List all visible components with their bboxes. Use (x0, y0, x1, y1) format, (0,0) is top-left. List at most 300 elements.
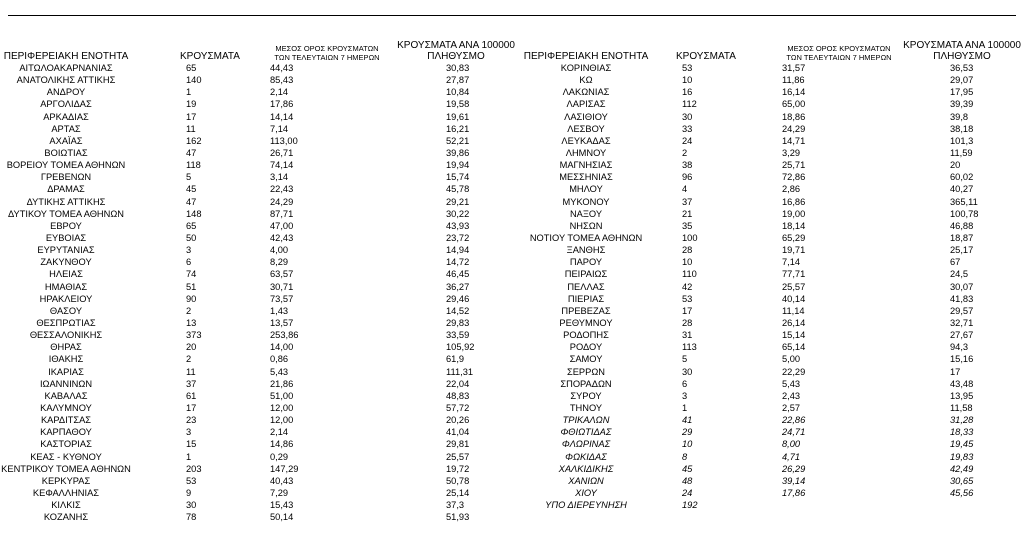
cell-rate: 36,53 (950, 63, 974, 73)
table-row (0, 390, 520, 402)
cell-region: ΣΕΡΡΩΝ (566, 366, 605, 377)
cell-rate: 38,18 (950, 123, 974, 134)
cell-cases: 140 (186, 75, 202, 86)
cell-cases: 9 (186, 487, 192, 498)
cell-avg: 11,14 (782, 305, 805, 316)
cell-avg: 73,57 (270, 293, 294, 304)
table-row (0, 487, 520, 499)
cell-region: ΘΑΣΟΥ (49, 305, 83, 316)
cell-region: ΒΟΡΕΙΟΥ ΤΟΜΕΑ ΑΘΗΝΩΝ (6, 160, 126, 171)
cell-avg: 17,86 (782, 487, 806, 498)
cell-region: ΛΕΥΚΑΔΑΣ (561, 135, 611, 146)
cell-avg: 77,71 (782, 269, 806, 280)
cell-avg: 8,00 (782, 439, 801, 450)
table-row (520, 147, 1020, 159)
cell-rate: 39,39 (950, 99, 974, 110)
cell-region: ΛΑΚΩΝΙΑΣ (562, 87, 610, 98)
cell-rate: 19,58 (446, 99, 470, 110)
cell-avg: 24,29 (270, 196, 294, 207)
cell-region: ΕΥΡΥΤΑΝΙΑΣ (37, 245, 95, 256)
cell-region: ΤΡΙΚΑΛΩΝ (562, 415, 610, 426)
cell-region: ΡΕΘΥΜΝΟΥ (559, 317, 613, 328)
cell-cases: 35 (682, 220, 693, 231)
table-row (520, 62, 1020, 74)
header-rate: ΚΡΟΥΣΜΑΤΑ ΑΝΑ 100000 ΠΛΗΘΥΣΜΟ (397, 40, 515, 62)
cell-cases: 5 (682, 354, 688, 365)
cell-cases: 2 (682, 147, 688, 158)
cell-cases: 110 (682, 269, 697, 280)
cell-rate: 20,26 (446, 415, 470, 426)
table-row (0, 74, 520, 86)
cell-rate: 25,14 (446, 487, 470, 498)
cell-cases: 29 (682, 427, 693, 438)
cell-region: ΘΕΣΣΑΛΟΝΙΚΗΣ (29, 330, 103, 341)
cell-region: ΓΡΕΒΕΝΩΝ (40, 172, 92, 183)
cell-rate: 29,07 (950, 75, 974, 86)
cell-region: ΚΑΣΤΟΡΙΑΣ (40, 439, 92, 450)
cell-region: ΞΑΝΘΗΣ (566, 245, 606, 256)
cell-region: ΠΡΕΒΕΖΑΣ (561, 305, 611, 316)
cell-region: ΦΩΚΙΔΑΣ (565, 451, 607, 462)
cell-region: ΘΕΣΠΡΩΤΙΑΣ (36, 317, 96, 328)
cell-avg: 47,00 (270, 220, 294, 231)
header-rate: ΚΡΟΥΣΜΑΤΑ ΑΝΑ 100000 ΠΛΗΘΥΣΜΟ (903, 40, 1021, 62)
table-row (520, 159, 1020, 171)
cell-cases: 37 (682, 196, 693, 207)
cell-region: ΚΑΛΥΜΝΟΥ (40, 402, 92, 413)
cell-region: ΖΑΚΥΝΘΟΥ (40, 257, 92, 268)
cell-rate: 29,83 (446, 317, 470, 328)
table-row (520, 256, 1020, 268)
left-table (0, 40, 520, 523)
table-row (520, 123, 1020, 135)
cell-avg: 8,29 (270, 257, 289, 268)
table-row (0, 463, 520, 475)
cell-region: ΙΚΑΡΙΑΣ (48, 366, 84, 377)
cell-avg: 14,86 (270, 439, 294, 450)
cell-avg: 50,14 (270, 512, 294, 523)
cell-rate: 33,59 (446, 330, 470, 341)
cell-rate: 101,3 (950, 135, 974, 146)
cell-region: ΡΟΔΟΥ (569, 342, 603, 353)
table-row (520, 305, 1020, 317)
cell-region: ΠΙΕΡΙΑΣ (567, 293, 605, 304)
right-table (520, 40, 1020, 511)
cell-avg: 0,86 (270, 354, 289, 365)
cell-rate: 48,83 (446, 390, 470, 401)
cell-avg: 0,29 (270, 451, 289, 462)
cell-region: ΦΛΩΡΙΝΑΣ (561, 439, 611, 450)
table-row (520, 281, 1020, 293)
cell-rate: 11,58 (950, 402, 973, 413)
cell-rate: 29,81 (446, 439, 470, 450)
cell-avg: 31,57 (782, 63, 806, 73)
cell-avg: 14,00 (270, 342, 294, 353)
left-rows (0, 62, 520, 523)
table-row (0, 341, 520, 353)
cell-cases: 3 (186, 427, 192, 438)
cell-cases: 24 (682, 487, 693, 498)
cell-cases: 2 (186, 305, 192, 316)
cell-rate: 17 (950, 366, 961, 377)
cell-cases: 47 (186, 147, 197, 158)
cell-cases: 78 (186, 512, 197, 523)
table-row (0, 256, 520, 268)
cell-cases: 1 (186, 451, 192, 462)
cell-rate: 19,72 (446, 463, 470, 474)
cell-rate: 19,94 (446, 160, 470, 171)
cell-cases: 8 (682, 451, 688, 462)
cell-region: ΡΟΔΟΠΗΣ (563, 330, 609, 341)
cell-cases: 192 (682, 500, 698, 511)
cell-cases: 3 (186, 245, 192, 256)
cell-avg: 72,86 (782, 172, 806, 183)
cell-avg: 39,14 (782, 475, 806, 486)
cell-avg: 25,71 (782, 160, 806, 171)
cell-avg: 16,14 (782, 87, 806, 98)
table-row (520, 183, 1020, 195)
cell-rate: 11,59 (950, 147, 973, 158)
table-row (0, 511, 520, 523)
cell-avg: 16,86 (782, 196, 806, 207)
table-row (0, 317, 520, 329)
table-row (0, 281, 520, 293)
cell-region: ΧΑΛΚΙΔΙΚΗΣ (558, 463, 614, 474)
table-row (0, 98, 520, 110)
cell-avg: 3,14 (270, 172, 289, 183)
table-row (520, 353, 1020, 365)
cell-region: ΧΙΟΥ (575, 487, 597, 498)
table-row (520, 196, 1020, 208)
cell-rate: 17,95 (950, 87, 974, 98)
cell-cases: 41 (682, 415, 693, 426)
cell-cases: 30 (682, 111, 693, 122)
table-row (520, 402, 1020, 414)
table-row (520, 171, 1020, 183)
cell-region: ΜΕΣΣΗΝΙΑΣ (559, 172, 613, 183)
cell-rate: 30,83 (446, 63, 470, 73)
cell-avg: 21,86 (270, 378, 294, 389)
cell-avg: 4,00 (270, 245, 289, 256)
cell-region: ΑΝΑΤΟΛΙΚΗΣ ΑΤΤΙΚΗΣ (16, 75, 116, 86)
cell-rate: 29,21 (446, 196, 470, 207)
table-row (520, 268, 1020, 280)
cell-avg: 7,29 (270, 487, 289, 498)
cell-cases: 17 (186, 111, 197, 122)
cell-cases: 1 (682, 402, 688, 413)
cell-cases: 112 (682, 99, 697, 110)
cell-cases: 45 (682, 463, 693, 474)
cell-rate: 46,88 (950, 220, 974, 231)
cell-avg: 26,71 (270, 147, 294, 158)
cell-cases: 24 (682, 135, 693, 146)
cell-avg: 17,86 (270, 99, 294, 110)
cell-region: ΔΥΤΙΚΗΣ ΑΤΤΙΚΗΣ (26, 196, 106, 207)
cell-rate: 51,93 (446, 512, 470, 523)
cell-region: ΝΟΤΙΟΥ ΤΟΜΕΑ ΑΘΗΝΩΝ (529, 232, 643, 243)
table-row (0, 123, 520, 135)
cell-cases: 13 (186, 317, 197, 328)
table-row (0, 426, 520, 438)
cell-region: ΚΟΖΑΝΗΣ (43, 512, 89, 523)
cell-avg: 15,43 (270, 500, 294, 511)
cell-cases: 17 (682, 305, 693, 316)
cell-avg: 7,14 (782, 257, 801, 268)
cell-region: ΧΑΝΙΩΝ (568, 475, 604, 486)
cell-rate: 67 (950, 257, 961, 268)
cell-avg: 65,00 (782, 99, 806, 110)
table-row (0, 208, 520, 220)
cell-region: ΚΙΛΚΙΣ (51, 500, 81, 511)
cell-region: ΚΕΦΑΛΛΗΝΙΑΣ (32, 487, 100, 498)
cell-region: ΣΑΜΟΥ (569, 354, 603, 365)
cell-avg: 40,43 (270, 475, 294, 486)
cell-avg: 63,57 (270, 269, 294, 280)
table-row (520, 135, 1020, 147)
cell-avg: 2,14 (270, 427, 289, 438)
cell-avg: 2,86 (782, 184, 801, 195)
cell-rate: 19,61 (446, 111, 470, 122)
table-row (520, 220, 1020, 232)
table-row (0, 268, 520, 280)
table-row (520, 451, 1020, 463)
cell-region: ΚΑΡΠΑΘΟΥ (40, 427, 92, 438)
cell-avg: 40,14 (782, 293, 806, 304)
cell-avg: 65,14 (782, 342, 806, 353)
cell-rate: 25,17 (950, 245, 974, 256)
cell-cases: 65 (186, 63, 197, 73)
cell-cases: 113 (682, 342, 697, 353)
header-region: ΠΕΡΙΦΕΡΕΙΑΚΗ ΕΝΟΤΗΤΑ (523, 51, 649, 62)
cell-rate: 14,72 (446, 257, 470, 268)
cell-rate: 27,87 (446, 75, 470, 86)
cell-cases: 148 (186, 208, 202, 219)
table-row (520, 244, 1020, 256)
cell-rate: 36,27 (446, 281, 470, 292)
cell-rate: 365,11 (950, 196, 978, 207)
table-row (520, 232, 1020, 244)
cell-rate: 30,65 (950, 475, 974, 486)
cell-rate: 46,45 (446, 269, 470, 280)
cell-cases: 53 (682, 63, 693, 73)
cell-rate: 60,02 (950, 172, 974, 183)
cell-avg: 65,29 (782, 232, 806, 243)
table-row (520, 414, 1020, 426)
cell-region: ΚΕΡΚΥΡΑΣ (41, 475, 91, 486)
cell-cases: 28 (682, 317, 693, 328)
table-row (0, 196, 520, 208)
cell-cases: 6 (682, 378, 688, 389)
cell-cases: 31 (682, 330, 693, 341)
cell-region: ΚΕΑΣ - ΚΥΘΝΟΥ (30, 451, 102, 462)
cell-region: ΙΩΑΝΝΙΝΩΝ (39, 378, 93, 389)
table-row (520, 499, 1020, 511)
cell-region: ΛΗΜΝΟΥ (565, 147, 607, 158)
right-header-row (520, 40, 1020, 62)
header-avg: ΜΕΣΟΣ ΟΡΟΣ ΚΡΟΥΣΜΑΤΩΝ ΤΩΝ ΤΕΛΕΥΤΑΙΩΝ 7 ΗΜΕΡΩΝ (786, 44, 892, 62)
cell-cases: 373 (186, 330, 202, 341)
table-row (520, 86, 1020, 98)
table-row (520, 293, 1020, 305)
left-header-row (0, 40, 520, 62)
header-avg: ΜΕΣΟΣ ΟΡΟΣ ΚΡΟΥΣΜΑΤΩΝ ΤΩΝ ΤΕΛΕΥΤΑΙΩΝ 7 ΗΜΕΡΩΝ (274, 44, 380, 62)
cell-rate: 50,78 (446, 475, 470, 486)
table-row (520, 438, 1020, 450)
table-row (0, 366, 520, 378)
cell-avg: 147,29 (270, 463, 299, 474)
table-row (520, 390, 1020, 402)
cell-region: ΔΡΑΜΑΣ (47, 184, 85, 195)
cell-avg: 25,57 (782, 281, 806, 292)
cell-rate: 25,57 (446, 451, 470, 462)
table-row (520, 341, 1020, 353)
table-row (520, 208, 1020, 220)
cell-avg: 44,43 (270, 63, 294, 73)
cell-cases: 1 (186, 87, 192, 98)
cell-rate: 39,86 (446, 147, 470, 158)
cell-avg: 26,14 (782, 317, 806, 328)
cell-avg: 18,86 (782, 111, 806, 122)
cell-cases: 33 (682, 123, 693, 134)
cell-region: ΒΟΙΩΤΙΑΣ (44, 147, 88, 158)
cell-avg: 12,00 (270, 415, 294, 426)
cell-region: ΗΛΕΙΑΣ (49, 269, 83, 280)
cell-rate: 19,45 (950, 439, 974, 450)
cell-rate: 42,49 (950, 463, 974, 474)
table-row (520, 366, 1020, 378)
cell-rate: 24,5 (950, 269, 969, 280)
cell-cases: 51 (186, 281, 197, 292)
cell-region: ΗΡΑΚΛΕΙΟΥ (39, 293, 93, 304)
cell-rate: 41,83 (950, 293, 974, 304)
cell-region: ΕΥΒΟΙΑΣ (45, 232, 87, 243)
cell-rate: 29,46 (446, 293, 470, 304)
cell-region: ΑΧΑΪΑΣ (49, 135, 83, 146)
cell-region: ΠΑΡΟΥ (569, 257, 603, 268)
cell-cases: 23 (186, 415, 197, 426)
cell-region: ΑΡΓΟΛΙΔΑΣ (40, 99, 92, 110)
cell-avg: 22,86 (782, 415, 806, 426)
cell-avg: 19,71 (782, 245, 806, 256)
cell-avg: 24,29 (782, 123, 806, 134)
table-row (520, 463, 1020, 475)
cell-avg: 11,86 (782, 75, 805, 86)
cell-avg: 5,00 (782, 354, 801, 365)
cell-avg: 74,14 (270, 160, 294, 171)
cell-cases: 96 (682, 172, 693, 183)
cell-cases: 203 (186, 463, 202, 474)
cell-cases: 90 (186, 293, 197, 304)
cell-avg: 24,71 (782, 427, 806, 438)
header-region: ΠΕΡΙΦΕΡΕΙΑΚΗ ΕΝΟΤΗΤΑ (3, 51, 129, 62)
cell-region: ΜΑΓΝΗΣΙΑΣ (559, 160, 613, 171)
cell-avg: 253,86 (270, 330, 299, 341)
cell-cases: 28 (682, 245, 693, 256)
cell-region: ΗΜΑΘΙΑΣ (44, 281, 88, 292)
cell-cases: 74 (186, 269, 197, 280)
cell-cases: 42 (682, 281, 693, 292)
cell-rate: 14,52 (446, 305, 470, 316)
table-row (0, 402, 520, 414)
cell-cases: 11 (186, 366, 196, 377)
cell-cases: 19 (186, 99, 197, 110)
table-row (0, 62, 520, 74)
cell-rate: 39,8 (950, 111, 969, 122)
cell-rate: 52,21 (446, 135, 470, 146)
cell-avg: 85,43 (270, 75, 294, 86)
cell-cases: 37 (186, 378, 197, 389)
cell-rate: 94,3 (950, 342, 969, 353)
cell-cases: 48 (682, 475, 693, 486)
table-row (0, 378, 520, 390)
cell-region: ΠΕΛΛΑΣ (567, 281, 605, 292)
cell-rate: 10,84 (446, 87, 470, 98)
table-row (0, 147, 520, 159)
cell-cases: 100 (682, 232, 698, 243)
table-row (0, 293, 520, 305)
cell-cases: 3 (682, 390, 688, 401)
cell-rate: 30,22 (446, 208, 470, 219)
cell-region: ΜΥΚΟΝΟΥ (562, 196, 610, 207)
cell-region: ΚΩ (579, 75, 593, 86)
table-row (520, 378, 1020, 390)
cell-avg: 22,43 (270, 184, 294, 195)
cell-avg: 1,43 (270, 305, 289, 316)
cell-cases: 30 (682, 366, 693, 377)
cell-region: ΚΟΡΙΝΘΙΑΣ (560, 63, 612, 73)
table-row (0, 499, 520, 511)
cell-rate: 16,21 (446, 123, 470, 134)
table-row (0, 171, 520, 183)
cell-region: ΤΗΝΟΥ (569, 402, 603, 413)
cell-region: ΑΡΚΑΔΙΑΣ (43, 111, 89, 122)
cell-avg: 5,43 (782, 378, 801, 389)
table-row (0, 159, 520, 171)
header-cases: ΚΡΟΥΣΜΑΤΑ (180, 51, 240, 62)
cell-region: ΛΑΣΙΘΙΟΥ (564, 111, 608, 122)
cell-cases: 6 (186, 257, 192, 268)
table-row (520, 426, 1020, 438)
cell-cases: 10 (682, 257, 693, 268)
cell-avg: 3,29 (782, 147, 801, 158)
cell-region: ΝΗΣΩΝ (569, 220, 603, 231)
cell-avg: 51,00 (270, 390, 294, 401)
cell-avg: 26,29 (782, 463, 806, 474)
cell-region: ΝΑΞΟΥ (569, 208, 603, 219)
cell-rate: 45,78 (446, 184, 470, 195)
table-row (520, 475, 1020, 487)
table-row (0, 135, 520, 147)
cell-cases: 38 (682, 160, 693, 171)
cell-avg: 113,00 (270, 135, 298, 146)
table-row (520, 111, 1020, 123)
header-cases: ΚΡΟΥΣΜΑΤΑ (676, 51, 736, 62)
cell-avg: 15,14 (782, 330, 806, 341)
cell-cases: 45 (186, 184, 197, 195)
cell-cases: 53 (186, 475, 197, 486)
cell-region: ΛΑΡΙΣΑΣ (566, 99, 606, 110)
cell-rate: 100,78 (950, 208, 979, 219)
table-row (0, 353, 520, 365)
cell-cases: 11 (186, 123, 196, 134)
cell-region: ΚΑΒΑΛΑΣ (44, 390, 88, 401)
table-row (0, 220, 520, 232)
cell-rate: 105,92 (446, 342, 475, 353)
cell-rate: 20 (950, 160, 961, 171)
cell-region: ΑΡΤΑΣ (51, 123, 81, 134)
cell-avg: 14,14 (270, 111, 294, 122)
cell-cases: 118 (186, 160, 201, 171)
